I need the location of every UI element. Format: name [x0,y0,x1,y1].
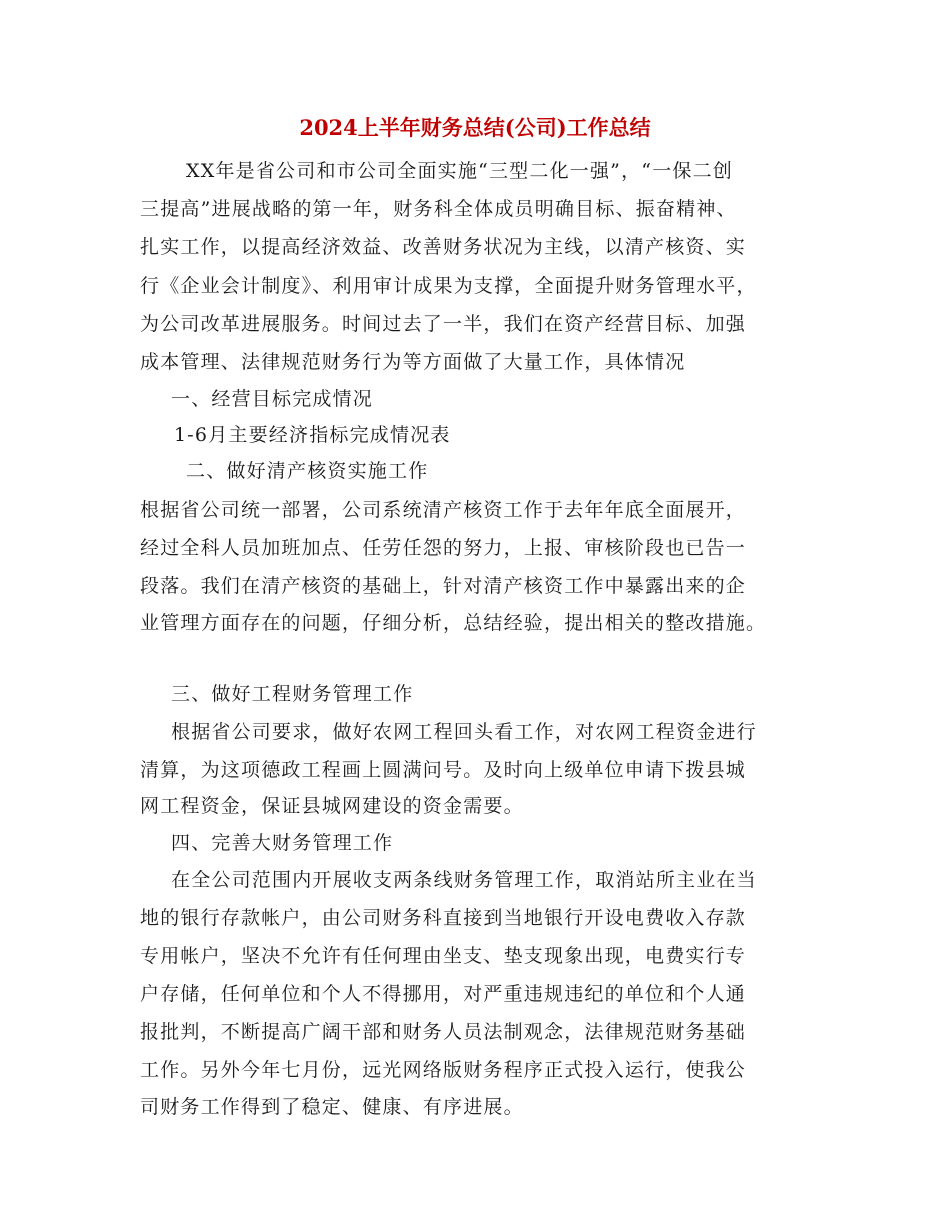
paragraph-line: 根据省公司要求，做好农网工程回头看工作，对农网工程资金进行 [171,721,757,743]
paragraph-line: 户存储，任何单位和个人不得挪用，对严重违规违纪的单位和个人通 [140,983,747,1005]
table-caption: 1-6月主要经济指标完成情况表 [174,424,451,446]
paragraph-line: 段落。我们在清产核资的基础上，针对清产核资工作中暴露出来的企 [140,575,747,597]
paragraph-line: 扎实工作，以提高经济效益、改善财务状况为主线，以清产核资、实 [140,236,747,258]
paragraph-line: XX年是省公司和市公司全面实施“三型二化一强”，“一保二创 [186,160,733,182]
section-heading: 三、做好工程财务管理工作 [171,683,414,705]
paragraph-line: 业管理方面存在的问题，仔细分析，总结经验，提出相关的整改措施。 [140,612,767,634]
paragraph-line: 经过全科人员加班加点、任劳任怨的努力，上报、审核阶段也已告一 [140,537,747,559]
paragraph-line: 工作。另外今年七月份，远光网络版财务程序正式投入运行，使我公 [140,1059,747,1081]
paragraph-line: 为公司改革进展服务。时间过去了一半，我们在资产经营目标、加强 [140,313,747,335]
section-heading: 一、经营目标完成情况 [171,388,374,410]
paragraph-line: 成本管理、法律规范财务行为等方面做了大量工作，具体情况 [140,351,686,373]
paragraph-line: 行《企业会计制度》、利用审计成果为支撑，全面提升财务管理水平， [140,275,757,297]
document-title: 2024上半年财务总结(公司)工作总结 [299,115,651,140]
section-heading: 四、完善大财务管理工作 [171,832,394,854]
paragraph-line: 司财务工作得到了稳定、健康、有序进展。 [140,1096,524,1118]
paragraph-line: 专用帐户，坚决不允许有任何理由坐支、垫支现象出现，电费实行专 [140,945,747,967]
paragraph-line: 三提高”进展战略的第一年，财务科全体成员明确目标、振奋精神、 [140,198,737,220]
paragraph-line: 在全公司范围内开展收支两条线财务管理工作，取消站所主业在当 [171,869,757,891]
paragraph-line: 根据省公司统一部署，公司系统清产核资工作于去年年底全面展开， [140,499,747,521]
paragraph-line: 报批判，不断提高广阔干部和财务人员法制观念，法律规范财务基础 [140,1021,747,1043]
paragraph-line: 网工程资金，保证县城网建设的资金需要。 [140,795,524,817]
section-heading: 二、做好清产核资实施工作 [186,460,429,482]
paragraph-line: 清算，为这项德政工程画上圆满问号。及时向上级单位申请下拨县城 [140,759,747,781]
paragraph-line: 地的银行存款帐户，由公司财务科直接到当地银行开设电费收入存款 [140,907,747,929]
